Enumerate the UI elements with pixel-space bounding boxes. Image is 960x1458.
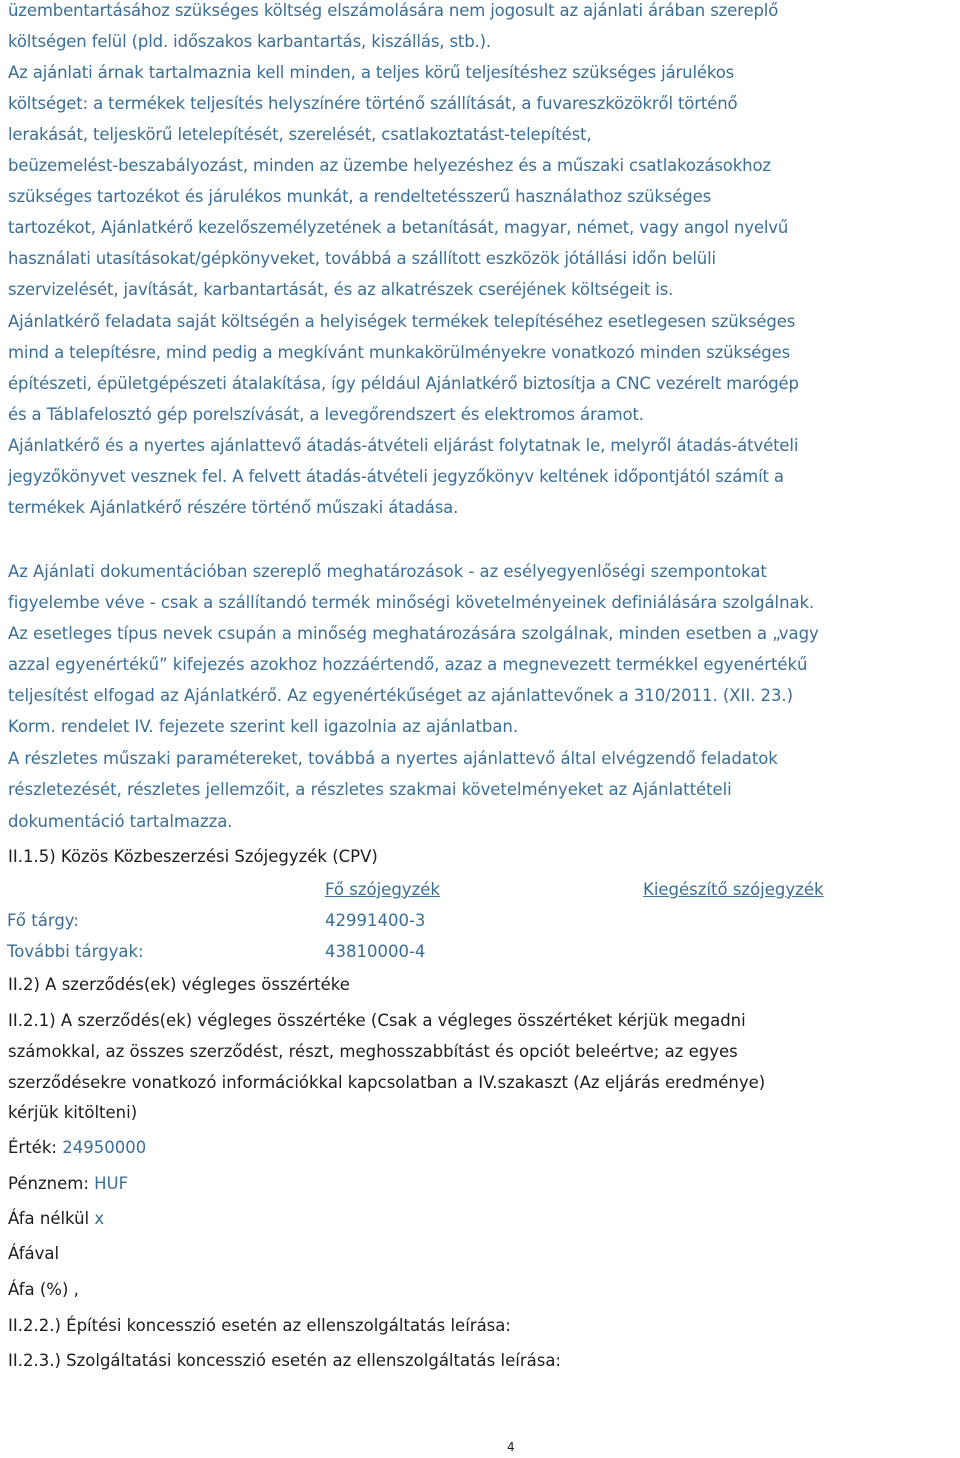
text-line: figyelembe véve - csak a szállítandó termék minőségi követelményeinek definiálására szolgálnak. [8, 593, 815, 612]
works-concession-heading: II.2.2.) Építési koncesszió esetén az ellenszolgáltatás leírása: [8, 1316, 511, 1335]
text-line: II.2.1) A szerződés(ek) végleges összértéke (Csak a végleges összértéket kérjük megadni [8, 1011, 746, 1030]
other-subjects-label: További tárgyak: [7, 942, 144, 961]
text-line: és a Táblafelosztó gép porelszívását, a levegőrendszert és elektromos áramot. [8, 405, 644, 424]
text-line: Az esetleges típus nevek csupán a minőség meghatározására szolgálnak, minden esetben a „vagy [8, 624, 819, 643]
text-line: szerződésekre vonatkozó információkkal kapcsolatban a IV.szakaszt (Az eljárás eredménye) [8, 1073, 766, 1092]
text-line: kérjük kitölteni) [8, 1103, 138, 1122]
text-line: részletezését, részletes jellemzőit, a részletes szakmai követelményeket az Ajánlattételi [8, 780, 732, 799]
text-line: Ajánlatkérő feladata saját költségén a helyiségek termékek telepítéséhez esetlegesen szükséges [8, 312, 796, 331]
text-line: teljesítést elfogad az Ajánlatkérő. Az egyenértékűséget az ajánlattevőnek a 310/2011. (XII. 23.) [8, 686, 794, 705]
other-subjects-code: 43810000-4 [325, 942, 426, 961]
page-number: 4 [507, 1440, 515, 1454]
text-line: beüzemelést-beszabályozást, minden az üzembe helyezéshez és a műszaki csatlakozásokhoz [8, 156, 771, 175]
main-subject-code: 42991400-3 [325, 911, 426, 930]
text-line: Korm. rendelet IV. fejezete szerint kell igazolnia az ajánlatban. [8, 717, 519, 736]
text-line: szervizelését, javítását, karbantartását, és az alkatrészek cseréjének költségeit is. [8, 280, 674, 299]
text-line: szükséges tartozékot és járulékos munkát, a rendeltetésszerű használathoz szükséges [8, 187, 712, 206]
text-line: azzal egyenértékű” kifejezés azokhoz hozzáértendő, azaz a megnevezett termékkel egyenértékű [8, 655, 808, 674]
amount-label: Érték: [8, 1138, 57, 1157]
currency-row [8, 1173, 128, 1195]
net-label: Áfa nélkül [8, 1209, 90, 1228]
vat-label: Áfa (%) , [8, 1280, 79, 1299]
text-line: számokkal, az összes szerződést, részt, meghosszabbítást és opciót beleértve; az egyes [8, 1042, 738, 1061]
currency-value: HUF [94, 1174, 129, 1193]
text-line: dokumentáció tartalmazza. [8, 812, 233, 831]
net-row [8, 1208, 104, 1230]
text-line: A részletes műszaki paramétereket, továbbá a nyertes ajánlattevő által elvégzendő feladatok [8, 749, 778, 768]
text-line: tartozékot, Ajánlatkérő kezelőszemélyzetének a betanítását, magyar, német, vagy angol nyelvű [8, 218, 789, 237]
text-line: Az ajánlati árnak tartalmaznia kell minden, a teljes körű teljesítéshez szükséges járulékos [8, 63, 735, 82]
text-line: jegyzőkönyvet vesznek fel. A felvett átadás-átvételi jegyzőkönyv keltének időpontjától számít a [8, 467, 784, 486]
text-line: használati utasításokat/gépkönyveket, továbbá a szállított eszközök jótállási időn belüli [8, 249, 716, 268]
amount-row [8, 1137, 146, 1159]
cpv-main-vocabulary-header: Fő szójegyzék [325, 880, 440, 899]
text-line: üzembentartásához szükséges költség elszámolására nem jogosult az ajánlati árában szereplő [8, 1, 779, 20]
text-line: Ajánlatkérő és a nyertes ajánlattevő átadás-átvételi eljárást folytatnak le, melyről átadás-átvételi [8, 436, 799, 455]
section-heading: II.2) A szerződés(ek) végleges összértéke [8, 975, 350, 994]
text-line: költségen felül (pld. időszakos karbantartás, kiszállás, stb.). [8, 32, 492, 51]
gross-label: Áfával [8, 1244, 60, 1263]
services-concession-heading: II.2.3.) Szolgáltatási koncesszió esetén az ellenszolgáltatás leírása: [8, 1351, 561, 1370]
cpv-supplementary-vocabulary-header: Kiegészítő szójegyzék [643, 880, 824, 899]
currency-label: Pénznem: [8, 1174, 89, 1193]
text-line: lerakását, teljeskörű letelepítését, szerelését, csatlakoztatást-telepítést, [8, 125, 592, 144]
text-line: Az Ajánlati dokumentációban szereplő meghatározások - az esélyegyenlőségi szempontokat [8, 562, 767, 581]
section-heading: II.1.5) Közös Közbeszerzési Szójegyzék (CPV) [8, 847, 378, 866]
main-subject-label: Fő tárgy: [7, 911, 79, 930]
text-line: építészeti, épületgépészeti átalakítása, így például Ajánlatkérő biztosítja a CNC vezérelt marógép [8, 374, 799, 393]
text-line: költséget: a termékek teljesítés helyszínére történő szállítását, a fuvareszközökről történő [8, 94, 738, 113]
text-line: mind a telepítésre, mind pedig a megkívánt munkakörülményekre vonatkozó minden szükséges [8, 343, 791, 362]
amount-value: 24950000 [62, 1138, 147, 1157]
text-line: termékek Ajánlatkérő részére történő műszaki átadása. [8, 498, 459, 517]
net-mark: x [94, 1209, 105, 1228]
